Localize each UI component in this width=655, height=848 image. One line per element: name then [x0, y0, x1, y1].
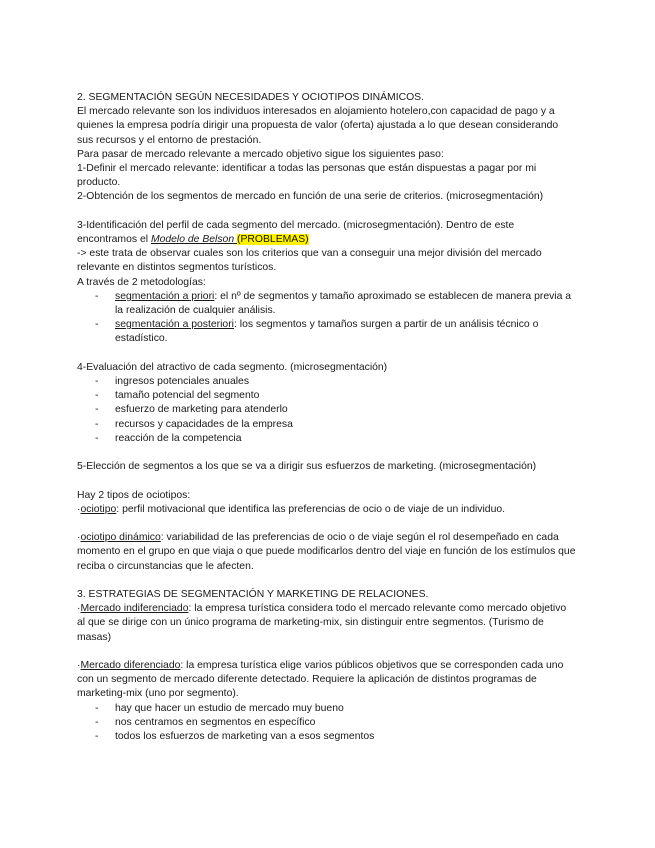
list-item: - todos los esfuerzos de marketing van a esos segmentos — [77, 730, 577, 744]
list-item: - tamaño potencial del segmento — [77, 389, 577, 403]
ociotipo-dinamico-term: ociotipo dinámico — [80, 532, 161, 544]
section-3-heading: 3. ESTRATEGIAS DE SEGMENTACIÓN Y MARKETING DE RELACIONES. — [77, 589, 429, 601]
step-4-list — [77, 375, 577, 446]
mercado-indiferenciado-term: Mercado indiferenciado — [80, 603, 189, 615]
step-1-text: 1-Definir el mercado relevante: identificar a todas las personas que están dispuestas a pagar por mi producto. — [77, 163, 537, 189]
list-item — [77, 318, 577, 346]
metodologias-list — [77, 290, 577, 347]
mercado-diferenciado-list — [77, 702, 577, 745]
step-3-text — [77, 219, 577, 247]
ociotipo-def — [77, 503, 577, 517]
section-2-heading: 2. SEGMENTACIÓN SEGÚN NECESIDADES Y OCIOTIPOS DINÁMICOS. — [77, 92, 424, 103]
ociotipo-term: ociotipo — [80, 503, 117, 515]
bullet-dot: · — [77, 603, 81, 615]
blank-line — [77, 205, 577, 219]
blank-line — [77, 517, 577, 531]
ociotipo-text: : perfil motivacional que identifica las preferencias de ocio o de viaje de un individuo. — [116, 503, 506, 515]
list-item: - ingresos potenciales anuales — [77, 375, 577, 389]
step-2-text: 2-Obtención de los segmentos de mercado en función de una serie de criterios. (microsegmentación) — [77, 191, 544, 203]
step-5-text: 5-Elección de segmentos a los que se va a dirigir sus esfuerzos de marketing. (microsegmentación) — [77, 461, 537, 473]
list-item — [77, 290, 577, 318]
step-3-intro: 3-Identificación del perfil de cada segmento del mercado. (microsegmentación). Dentro de este encontramos el — [77, 219, 515, 246]
list-item: - reacción de la competencia — [77, 432, 577, 446]
list-item: - esfuerzo de marketing para atenderlo — [77, 403, 577, 417]
met-2-text: : los segmentos y tamaños surgen a partir de un análisis técnico o estadístico. — [115, 319, 539, 345]
list-item: - nos centramos en segmentos en específico — [77, 716, 577, 730]
blank-line — [77, 474, 577, 488]
mercado-indiferenciado-def — [77, 602, 577, 645]
metodologias-text: A través de 2 metodologías: — [77, 276, 206, 288]
list-item: - recursos y capacidades de la empresa — [77, 418, 577, 432]
bullet-dot: · — [77, 503, 81, 515]
blank-line — [77, 347, 577, 361]
document-page — [77, 91, 577, 744]
blank-line — [77, 446, 577, 460]
ociotipos-intro: Hay 2 tipos de ociotipos: — [77, 489, 191, 501]
section-2-intro: El mercado relevante son los individuos interesados en alojamiento hotelero,con capacidad de pago y a quienes la empresa podría dirigir una propuesta de valor (oferta) ajustada a lo que desean considerando sus recursos y el entorno de prestación. — [77, 106, 559, 146]
step-3-explanation: -> este trata de observar cuales son los criterios que van a conseguir una mejor división del mercado relevante en distintos segmentos turísticos. — [77, 248, 542, 274]
mercado-diferenciado-text: : la empresa turística elige varios públicos objetivos que se corresponden cada uno con un segmento de mercado diferente detectado. Requiere la aplicación de distintos programas de marketing-mix (uno por segmento). — [77, 660, 564, 700]
bullet-dot: · — [77, 532, 81, 544]
ociotipo-dinamico-def — [77, 531, 577, 574]
para-pasar-text: Para pasar de mercado relevante a mercado objetivo sigue los siguientes paso: — [77, 148, 444, 160]
mercado-indiferenciado-text: : la empresa turística considera todo el mercado relevante como mercado objetivo al que se dirige con un único programa de marketing-mix, sin distinguir entre segmentos. (Turismo de masas) — [77, 603, 567, 643]
mercado-diferenciado-def — [77, 659, 577, 702]
met-1-text: : el nº de segmentos y tamaño aproximado se establecen de manera previa a la realización de cualquier análisis. — [115, 290, 572, 317]
belson-model-link: Modelo de Belson — [150, 234, 238, 246]
list-item: - hay que hacer un estudio de mercado muy bueno — [77, 702, 577, 716]
bullet-dot: · — [77, 660, 81, 672]
met-1-term: segmentación a priori — [115, 290, 215, 302]
blank-line — [77, 645, 577, 659]
blank-line — [77, 574, 577, 588]
problems-highlight: (PROBLEMAS) — [237, 234, 309, 246]
mercado-diferenciado-term: Mercado diferenciado — [80, 660, 181, 672]
step-4-text: 4-Evaluación del atractivo de cada segmento. (microsegmentación) — [77, 361, 388, 373]
met-2-term: segmentación a posteriori — [115, 319, 234, 331]
ociotipo-dinamico-text: : variabilidad de las preferencias de ocio o de viaje según el rol desempeñado en cada momento en el grupo en que viaja o que puede modificarlos dentro del viaje en función de los estímulos que reciba o circunstancias que le afecten. — [77, 532, 576, 572]
